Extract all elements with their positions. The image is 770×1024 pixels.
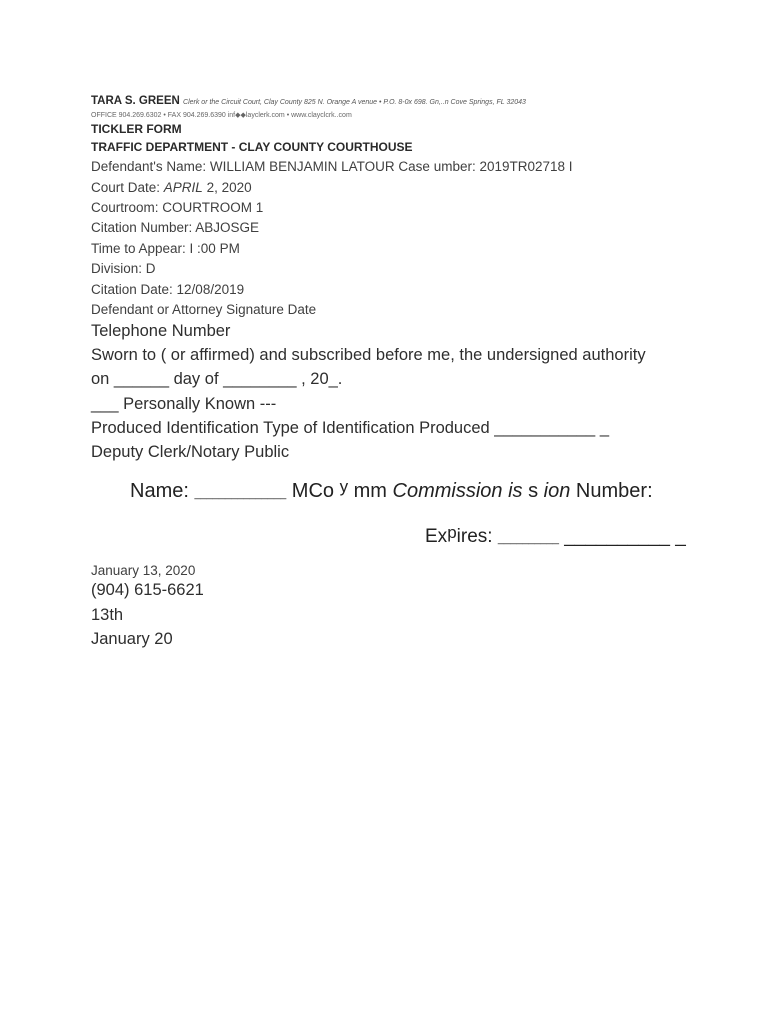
- court-date: [91, 180, 252, 195]
- sworn-line-2: on ______ day of ________ , 20_.: [91, 370, 343, 388]
- notary-sup-y: y: [339, 477, 349, 496]
- clerk-header: [91, 95, 526, 107]
- court-date-rest: 2, 2020: [202, 180, 252, 195]
- defendant-line: Defendant's Name: WILLIAM BENJAMIN LATOUR Case umber: 2019TR02718 I: [91, 159, 573, 174]
- time-to-appear: Time to Appear: I :00 PM: [91, 241, 240, 256]
- expires-ex: Ex: [425, 526, 448, 547]
- form-title: TICKLER FORM: [91, 122, 182, 136]
- signature-line: Defendant or Attorney Signature Date: [91, 302, 317, 317]
- clerk-title: Clerk or the Circuit Court, Clay County 825 N. Orange A venue • P.O. 8-0x 698. Gn,..n Cove Springs, FL 32043: [183, 99, 526, 106]
- footer-month-year: January 20: [91, 630, 173, 648]
- division: Division: D: [91, 261, 156, 276]
- notary-name-line: [130, 477, 653, 503]
- expires-ires: ires:: [456, 526, 498, 547]
- notary-name-blank: _______________: [194, 488, 287, 500]
- expires-small-blank: __________: [497, 533, 560, 545]
- sworn-line-1: Sworn to ( or affirmed) and subscribed before me, the undersigned authority: [91, 346, 646, 364]
- citation-date: Citation Date: 12/08/2019: [91, 282, 245, 297]
- personally-known: ___ Personally Known ---: [91, 395, 277, 413]
- clerk-name: TARA S. GREEN: [91, 95, 180, 107]
- notary-expires-line: [425, 523, 686, 548]
- expires-big-blank: __________ _: [559, 526, 686, 547]
- notary-name-label: Name:: [130, 480, 189, 502]
- notary-commission: Commission is: [392, 480, 523, 502]
- courtroom: Courtroom: COURTROOM 1: [91, 200, 264, 215]
- deputy-clerk-label: Deputy Clerk/Notary Public: [91, 443, 290, 461]
- footer-day: 13th: [91, 606, 124, 624]
- department-title: TRAFFIC DEPARTMENT - CLAY COUNTY COURTHOUSE: [91, 140, 413, 154]
- telephone-label: Telephone Number: [91, 322, 231, 340]
- court-date-label: Court Date:: [91, 180, 164, 195]
- notary-mco: MCo: [286, 480, 340, 502]
- produced-identification: Produced Identification Type of Identification Produced ___________ _: [91, 419, 609, 437]
- clerk-contact: OFFICE 904.269.6302 • FAX 904.269.6390 inf◆◆layclerk.com • www.clayclcrk..com: [91, 112, 352, 119]
- notary-mm: mm: [348, 480, 393, 502]
- footer-date: January 13, 2020: [91, 563, 196, 578]
- notary-ion: ion: [543, 480, 571, 502]
- notary-number-label: Number:: [570, 480, 653, 502]
- court-date-month: APRIL: [163, 180, 203, 195]
- notary-s: s: [522, 480, 544, 502]
- citation-number: Citation Number: ABJOSGE: [91, 220, 260, 235]
- footer-phone: (904) 615-6621: [91, 581, 204, 599]
- expires-sup-p: p: [447, 523, 457, 542]
